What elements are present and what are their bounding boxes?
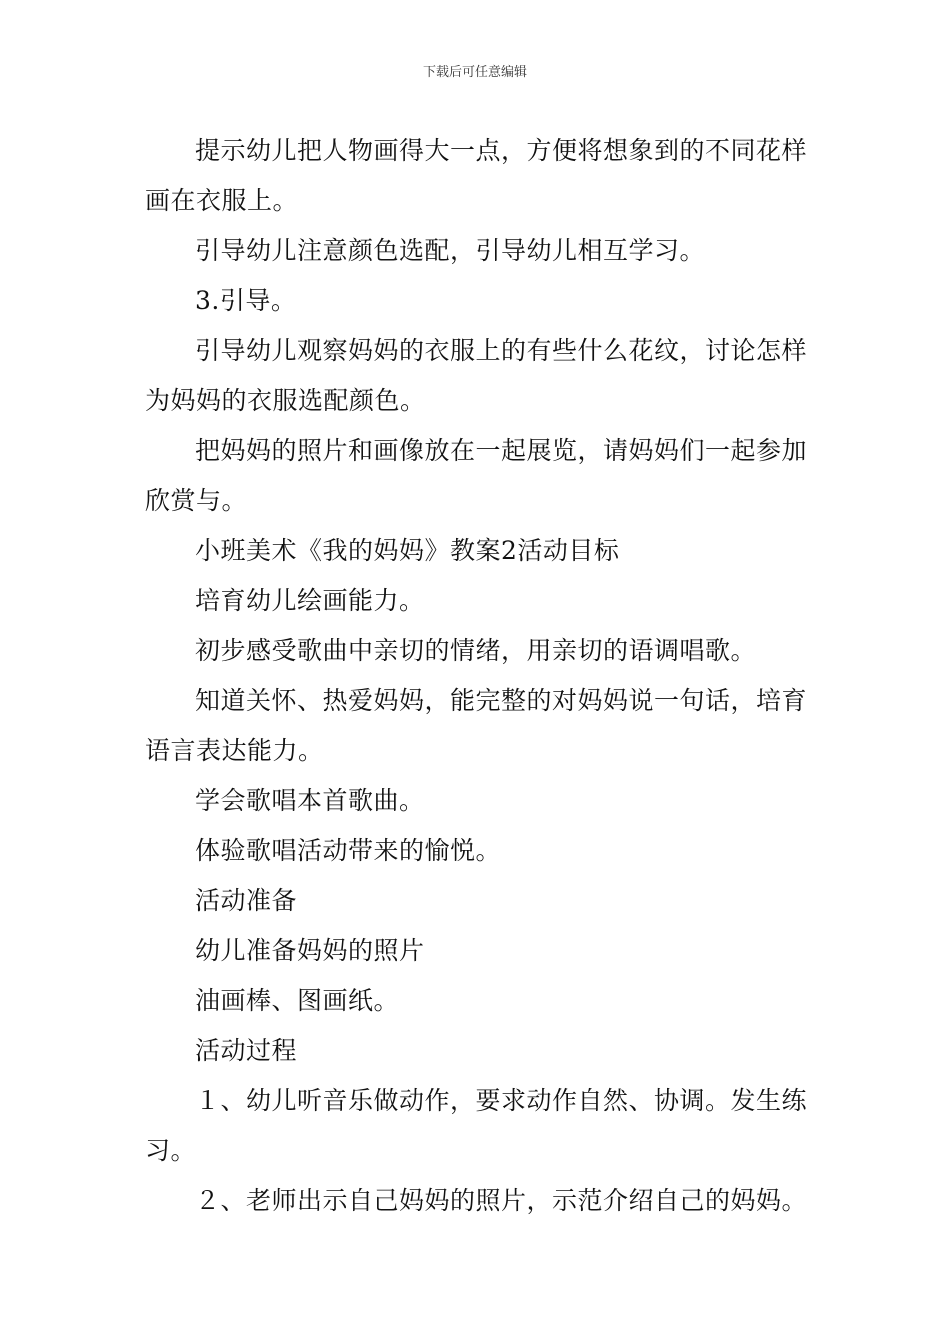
paragraph: ２、老师出示自己妈妈的照片，示范介绍自己的妈妈。	[195, 1186, 808, 1215]
paragraph: 学会歌唱本首歌曲。	[195, 786, 425, 815]
section-heading: 活动过程	[195, 1036, 298, 1065]
paragraph: 油画棒、图画纸。	[195, 986, 400, 1015]
paragraph: 初步感受歌曲中亲切的情绪，用亲切的语调唱歌。	[195, 636, 757, 665]
paragraph: 把妈妈的照片和画像放在一起展览，请妈妈们一起参加欣赏与。	[145, 436, 808, 515]
paragraph: 提示幼儿把人物画得大一点，方便将想象到的不同花样画在衣服上。	[145, 136, 808, 215]
paragraph: 培育幼儿绘画能力。	[195, 586, 425, 615]
section-title: 小班美术《我的妈妈》教案2活动目标	[195, 536, 620, 565]
section-heading: 活动准备	[195, 886, 298, 915]
paragraph: １、幼儿听音乐做动作，要求动作自然、协调。发生练习。	[145, 1086, 808, 1165]
page-header: 下载后可任意编辑	[422, 65, 527, 80]
paragraph: 幼儿准备妈妈的照片	[195, 936, 425, 965]
paragraph: 3.引导。	[195, 286, 297, 315]
document-body	[145, 126, 807, 1226]
paragraph: 知道关怀、热爱妈妈，能完整的对妈妈说一句话，培育语言表达能力。	[145, 686, 808, 765]
paragraph: 体验歌唱活动带来的愉悦。	[195, 836, 502, 865]
paragraph: 引导幼儿观察妈妈的衣服上的有些什么花纹，讨论怎样为妈妈的衣服选配颜色。	[145, 336, 808, 415]
paragraph: 引导幼儿注意颜色选配，引导幼儿相互学习。	[195, 236, 706, 265]
